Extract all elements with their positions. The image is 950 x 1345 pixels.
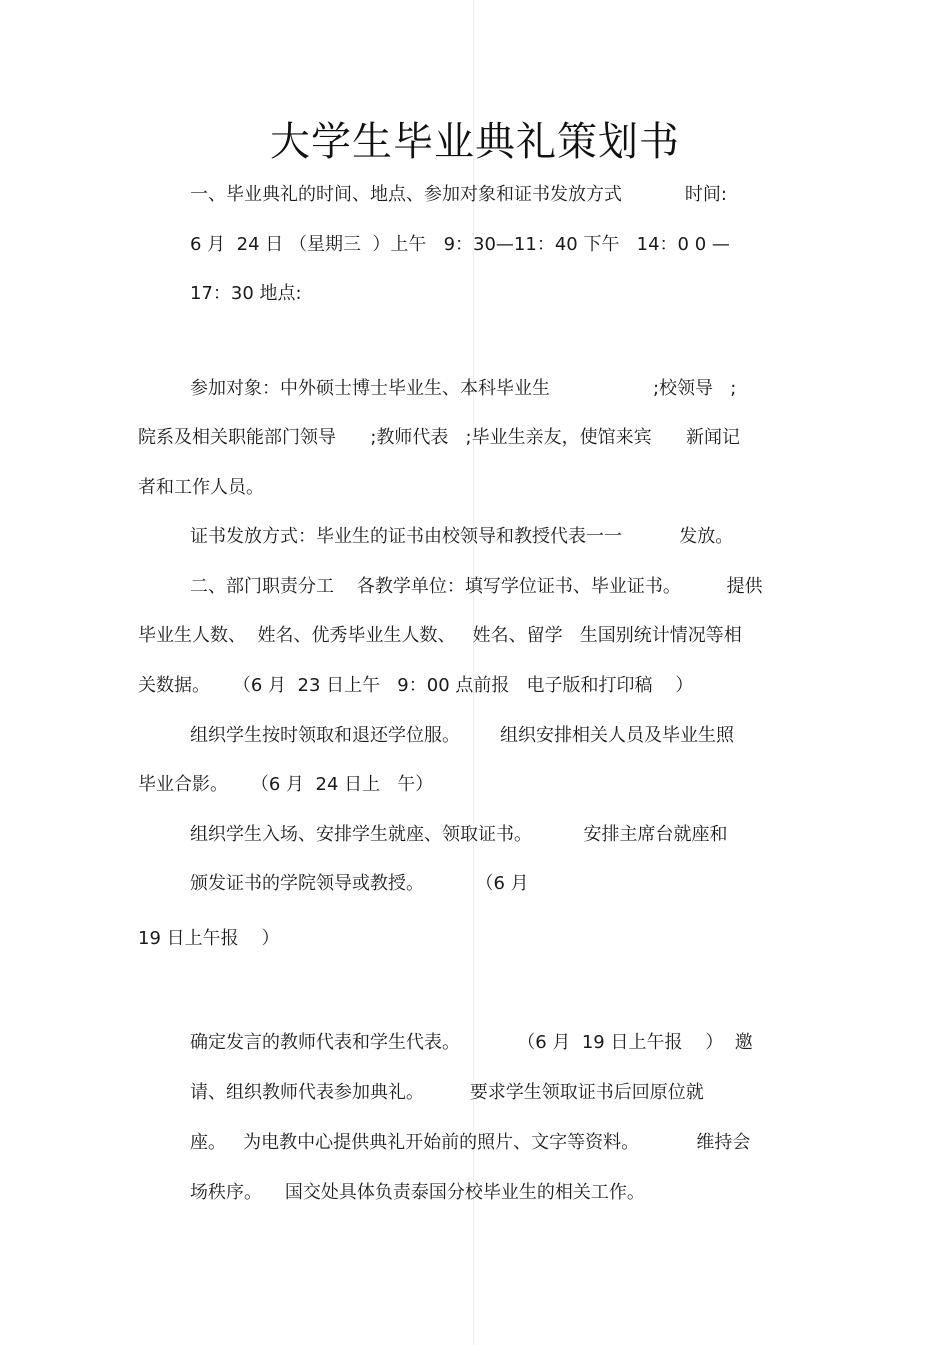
- duty-line-4: 毕业合影。 （6 月 24 日上 午）: [138, 774, 434, 795]
- section-2-heading: 二、部门职责分工 各教学单位：填写学位证书、毕业证书。 提供: [190, 576, 763, 597]
- duty-line-9: 请、组织教师代表参加典礼。 要求学生领取证书后回原位就: [190, 1082, 704, 1103]
- duty-line-10: 座。 为电教中心提供典礼开始前的照片、文字等资料。 维持会: [190, 1132, 751, 1153]
- duty-line-11: 场秩序。 国交处具体负责泰国分校毕业生的相关工作。: [190, 1182, 645, 1203]
- attendees-line-3: 者和工作人员。: [138, 477, 264, 498]
- document-title: 大学生毕业典礼策划书: [270, 119, 680, 165]
- duty-line-1: 毕业生人数、 姓名、优秀毕业生人数、 姓名、留学 生国别统计情况等相: [138, 625, 742, 646]
- attendees-line-2: 院系及相关职能部门领导 ;教师代表 ;毕业生亲友，使馆来宾 新闻记: [138, 427, 740, 448]
- certificate-method-line: 证书发放方式：毕业生的证书由校领导和教授代表一一 发放。: [190, 526, 734, 547]
- time-location-line: 17：30 地点:: [190, 283, 302, 304]
- section-1-heading: 一、毕业典礼的时间、地点、参加对象和证书发放方式 时间:: [190, 184, 728, 205]
- duty-line-6: 颁发证书的学院领导或教授。 （6 月: [190, 873, 529, 894]
- time-line: 6 月 24 日 （星期三 ）上午 9：30—11：40 下午 14：0 0 —: [190, 234, 730, 255]
- attendees-line-1: 参加对象：中外硕士博士毕业生、本科毕业生 ;校领导 ;: [190, 378, 737, 399]
- duty-line-8: 确定发言的教师代表和学生代表。 （6 月 19 日上午报 ） 邀: [190, 1032, 753, 1053]
- duty-line-3: 组织学生按时领取和退还学位服。 组织安排相关人员及毕业生照: [190, 725, 735, 746]
- duty-line-5: 组织学生入场、安排学生就座、领取证书。 安排主席台就座和: [190, 824, 728, 845]
- duty-line-2: 关数据。 （6 月 23 日上午 9：00 点前报 电子版和打印稿 ）: [138, 675, 694, 696]
- duty-line-7: 19 日上午报 ）: [138, 928, 280, 949]
